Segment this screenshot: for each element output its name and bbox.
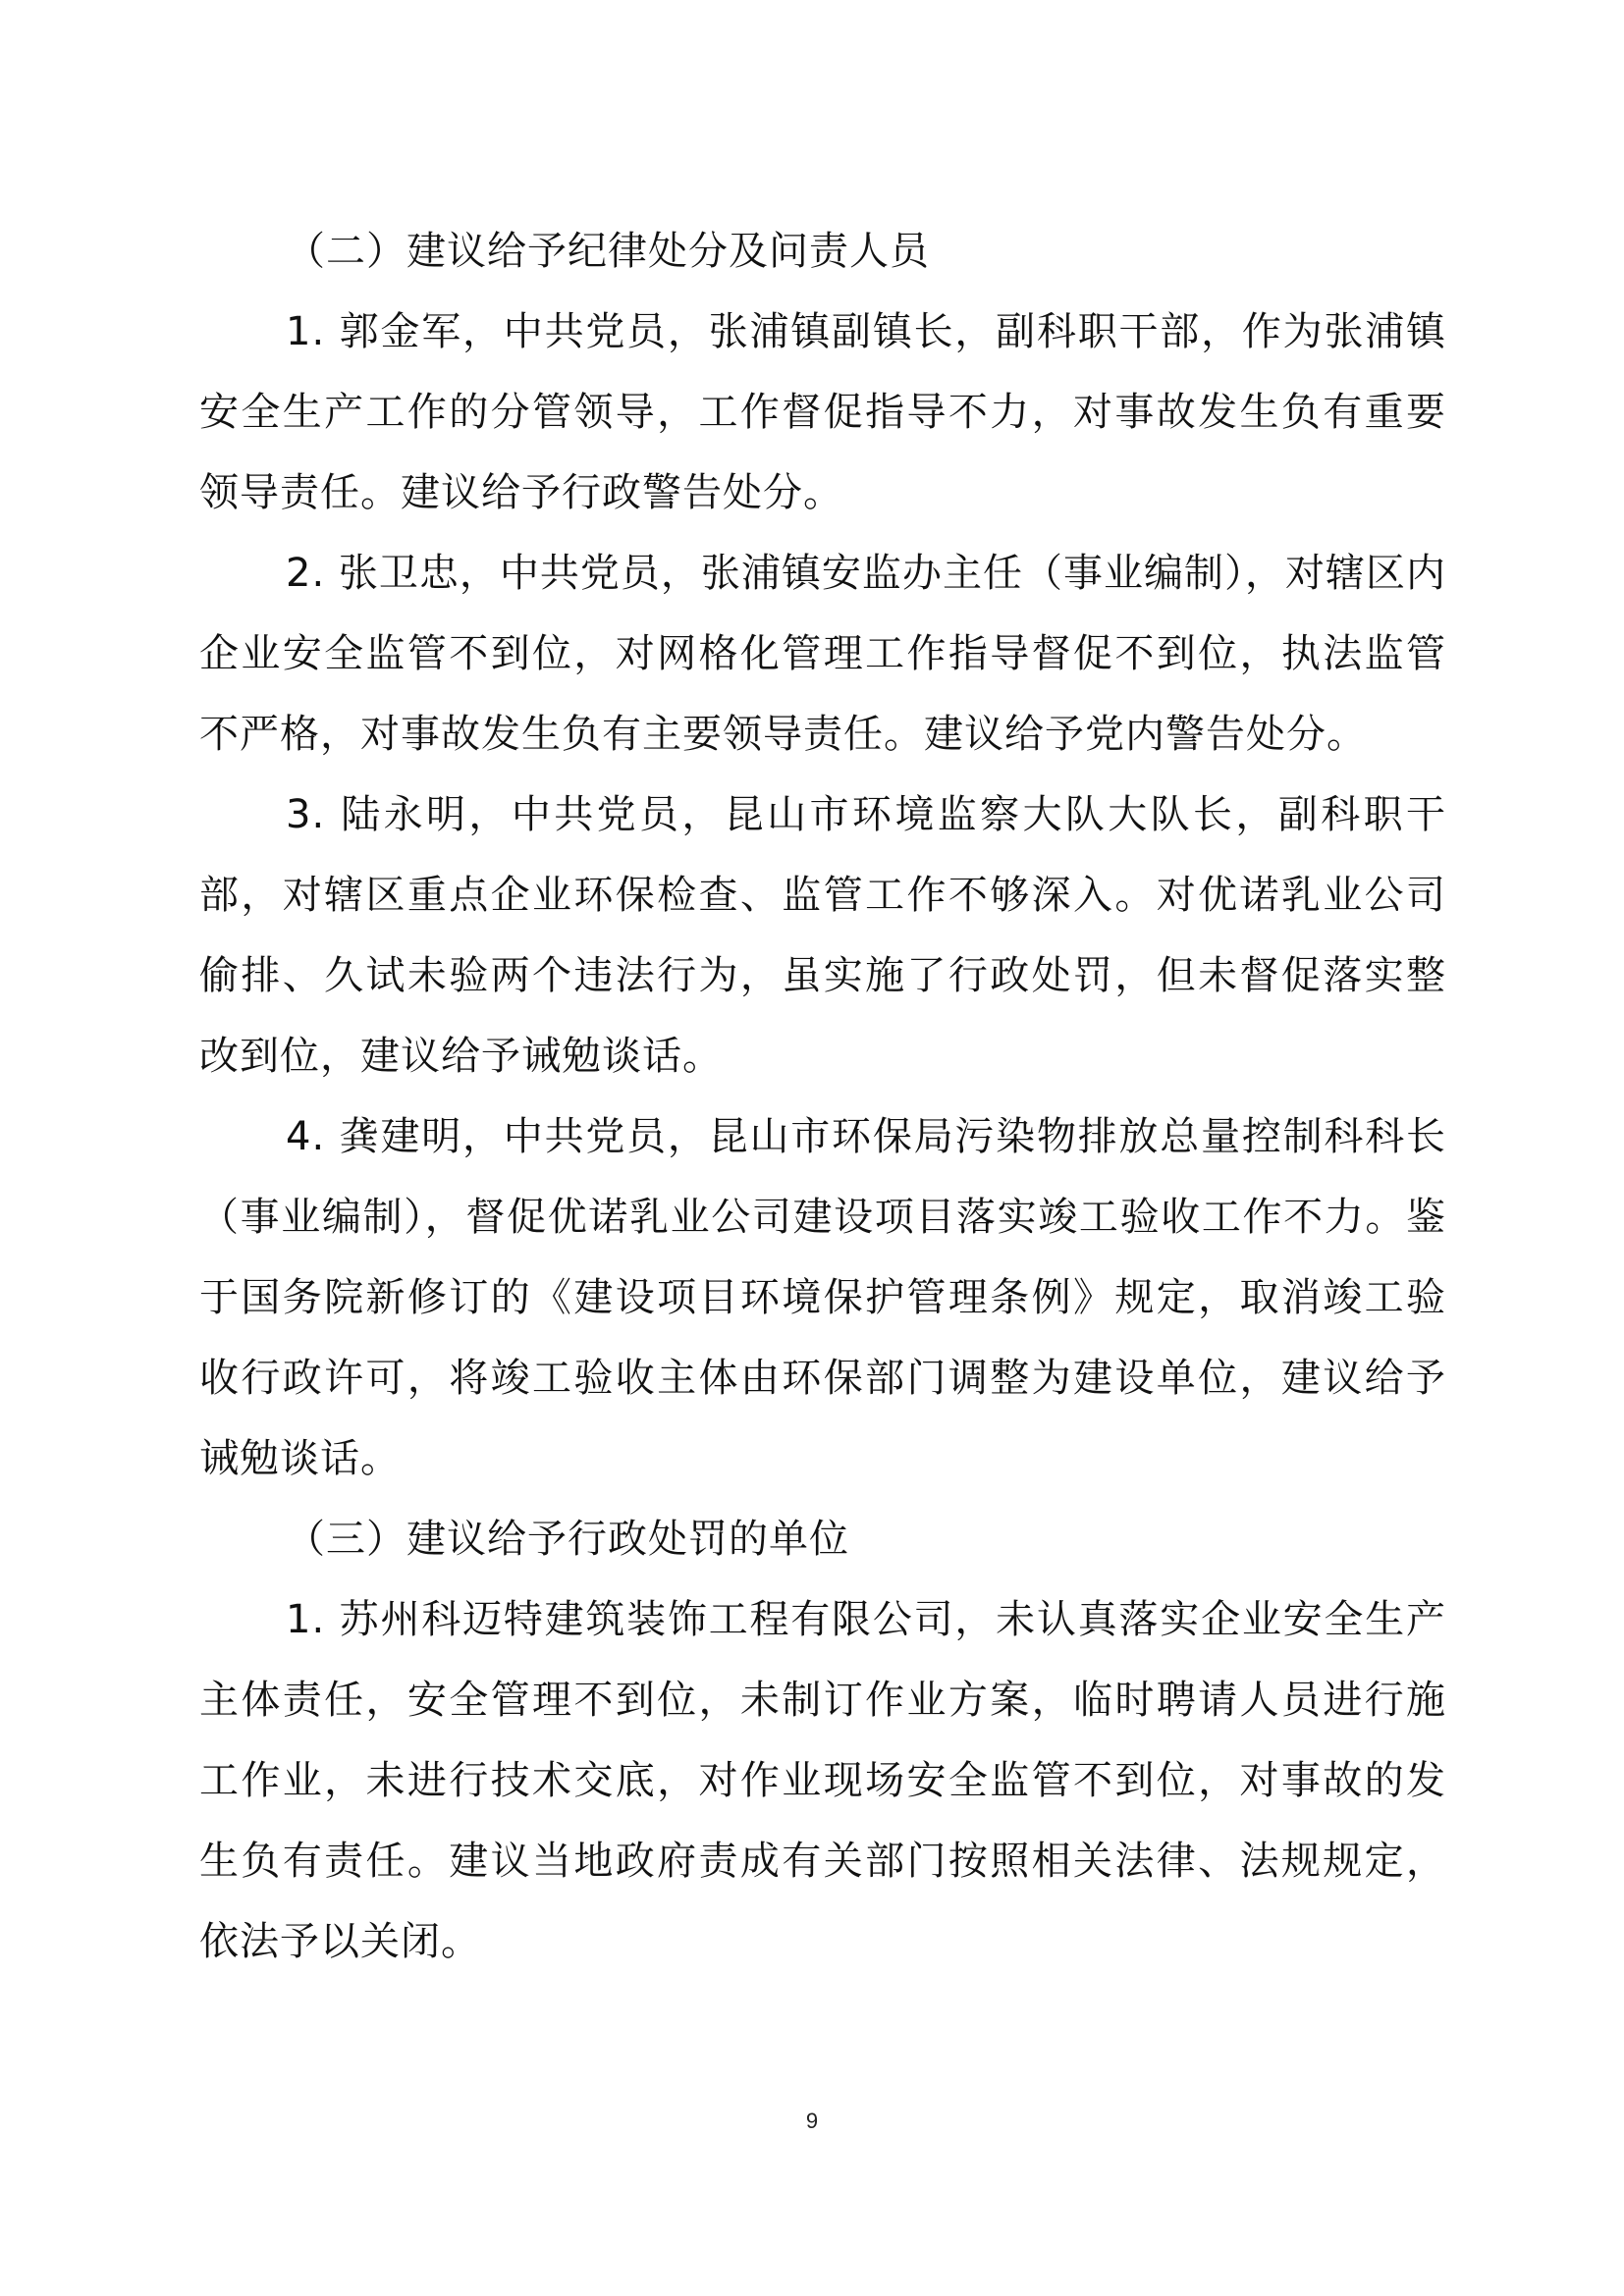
page-number: 9 bbox=[805, 2109, 819, 2133]
paragraph-item-4: 4. 龚建明，中共党员，昆山市环保局污染物排放总量控制科科长（事业编制），督促优诺乳业公司建设项目落实竣工验收工作不力。鉴于国务院新修订的《建设项目环境保护管理条例》规定，取消竣工验收行政许可，将竣工验收主体由环保部门调整为建设单位，建议给予诫勉谈话。 bbox=[199, 1114, 1446, 1481]
document-body bbox=[199, 211, 1446, 1982]
paragraph-item-3: 3. 陆永明，中共党员，昆山市环境监察大队大队长，副科职干部，对辖区重点企业环保检查、监管工作不够深入。对优诺乳业公司偷排、久试未验两个违法行为，虽实施了行政处罚，但未督促落实整改到位，建议给予诫勉谈话。 bbox=[199, 792, 1446, 1079]
section-heading-2: （二）建议给予纪律处分及问责人员 bbox=[286, 229, 930, 274]
section-heading-3: （三）建议给予行政处罚的单位 bbox=[286, 1517, 849, 1562]
paragraph-item-1: 1. 郭金军，中共党员，张浦镇副镇长，副科职干部，作为张浦镇安全生产工作的分管领导，工作督促指导不力，对事故发生负有重要领导责任。建议给予行政警告处分。 bbox=[199, 309, 1446, 515]
paragraph-item-2: 2. 张卫忠，中共党员，张浦镇安监办主任（事业编制），对辖区内企业安全监管不到位，对网格化管理工作指导督促不到位，执法监管不严格，对事故发生负有主要领导责任。建议给予党内警告处分。 bbox=[199, 551, 1446, 757]
paragraph-penalty-item-1: 1. 苏州科迈特建筑装饰工程有限公司，未认真落实企业安全生产主体责任，安全管理不到位，未制订作业方案，临时聘请人员进行施工作业，未进行技术交底，对作业现场安全监管不到位，对事故的发生负有责任。建议当地政府责成有关部门按照相关法律、法规规定，依法予以关闭。 bbox=[199, 1597, 1446, 1964]
